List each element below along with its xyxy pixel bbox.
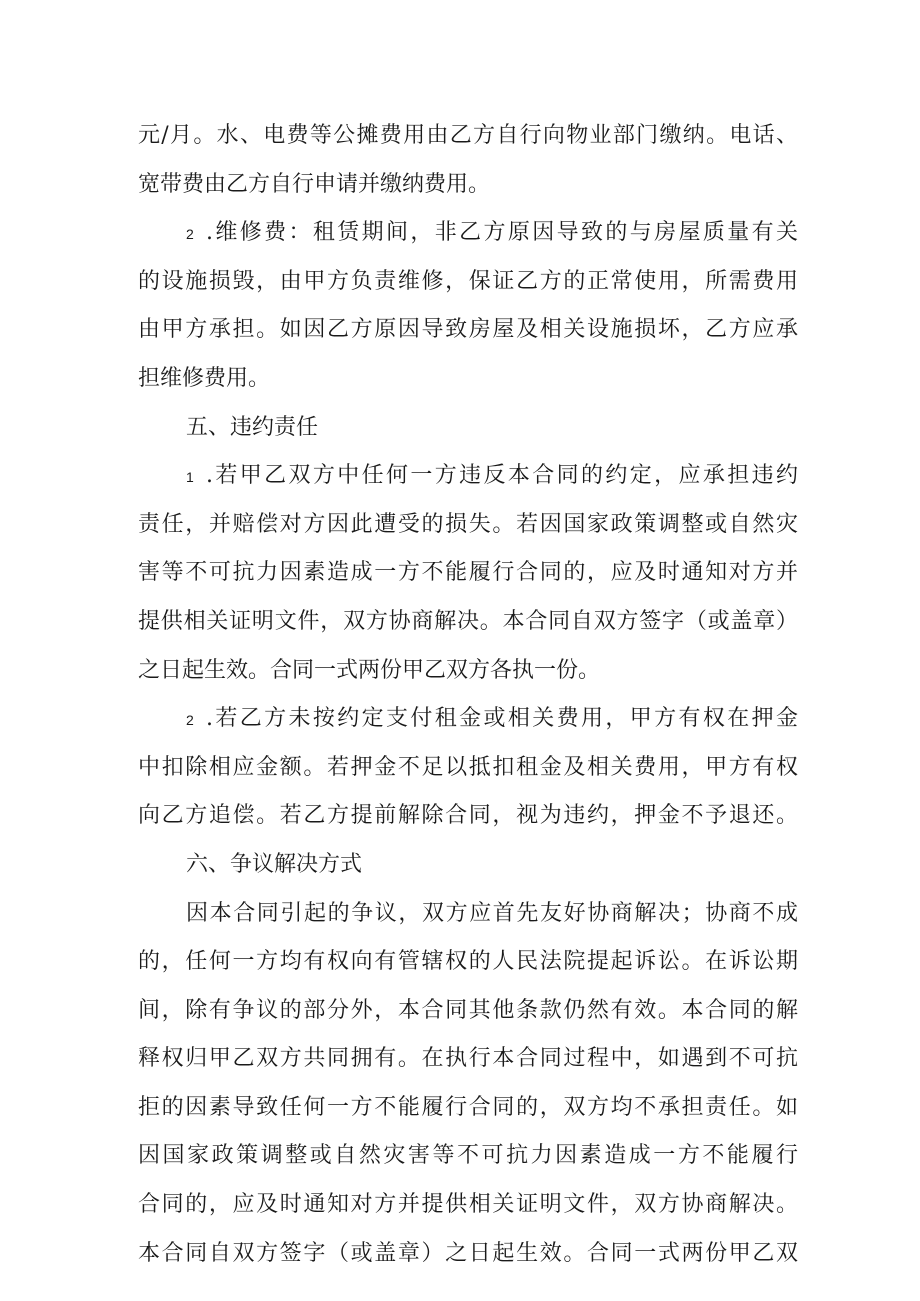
line-text: 的，任何一方均有权向有管辖权的人民法院提起诉讼。在诉讼期 [138, 949, 798, 975]
text-line [138, 404, 798, 453]
contract-body [138, 112, 798, 1278]
line-text: 因本合同引起的争议，双方应首先友好协商解决；协商不成 [186, 900, 798, 926]
line-text: 因国家政策调整或自然灾害等不可抗力因素造成一方不能履行 [138, 1143, 798, 1169]
line-text: 提供相关证明文件，双方协商解决。本合同自双方签字（或盖章） [138, 608, 798, 634]
line-text: .维修费：租赁期间，非乙方原因导致的与房屋质量有关 [206, 220, 798, 246]
text-line [138, 549, 798, 598]
line-text: 宽带费由乙方自行申请并缴纳费用。 [138, 171, 491, 197]
text-line [138, 647, 798, 696]
text-line [138, 598, 798, 647]
text-line [138, 792, 798, 841]
list-number: 2 [186, 226, 194, 243]
line-text: 的设施损毁，由甲方负责维修，保证乙方的正常使用，所需费用 [138, 268, 798, 294]
line-text: 本合同自双方签字（或盖章）之日起生效。合同一式两份甲乙双 [138, 1240, 798, 1266]
text-line [138, 452, 798, 501]
line-text: 元/月。水、电费等公摊费用由乙方自行向物业部门缴纳。电话、 [138, 123, 798, 148]
line-text: 担维修费用。 [138, 365, 271, 391]
text-line [138, 938, 798, 987]
list-number: 2 [186, 712, 194, 729]
line-text: 由甲方承担。如因乙方原因导致房屋及相关设施损坏，乙方应承 [138, 317, 798, 343]
line-text: 责任，并赔偿对方因此遭受的损失。若因国家政策调整或自然灾 [138, 511, 798, 537]
text-line [138, 695, 798, 744]
text-line [138, 258, 798, 307]
text-line [138, 1035, 798, 1084]
line-text: 之日起生效。合同一式两份甲乙双方各执一份。 [138, 657, 601, 683]
text-line [138, 161, 798, 210]
text-line [138, 355, 798, 404]
line-text: 释权归甲乙双方共同拥有。在执行本合同过程中，如遇到不可抗 [138, 1046, 798, 1072]
line-text: 六、争议解决方式 [186, 851, 363, 877]
line-text: 向乙方追偿。若乙方提前解除合同，视为违约，押金不予退还。 [138, 803, 798, 829]
list-number: 1 [186, 469, 194, 486]
text-line [138, 890, 798, 939]
line-text: 间，除有争议的部分外，本合同其他条款仍然有效。本合同的解 [138, 997, 798, 1023]
text-line [138, 1084, 798, 1133]
line-text: 拒的因素导致任何一方不能履行合同的，双方均不承担责任。如 [138, 1094, 798, 1120]
text-line [138, 501, 798, 550]
text-line [138, 1132, 798, 1181]
line-text: 中扣除相应金额。若押金不足以抵扣租金及相关费用，甲方有权 [138, 754, 798, 780]
text-line [138, 112, 798, 161]
text-line [138, 1230, 798, 1279]
text-line [138, 744, 798, 793]
text-line [138, 841, 798, 890]
line-text: 合同的，应及时通知对方并提供相关证明文件，双方协商解决。 [138, 1192, 798, 1218]
text-line [138, 209, 798, 258]
line-text: 害等不可抗力因素造成一方不能履行合同的，应及时通知对方并 [138, 560, 798, 586]
text-line [138, 987, 798, 1036]
text-line [138, 306, 798, 355]
text-line [138, 1181, 798, 1230]
line-text: 五、违约责任 [186, 414, 319, 440]
line-text: .若乙方未按约定支付租金或相关费用，甲方有权在押金 [206, 706, 798, 732]
line-text: .若甲乙双方中任何一方违反本合同的约定，应承担违约 [206, 463, 798, 489]
